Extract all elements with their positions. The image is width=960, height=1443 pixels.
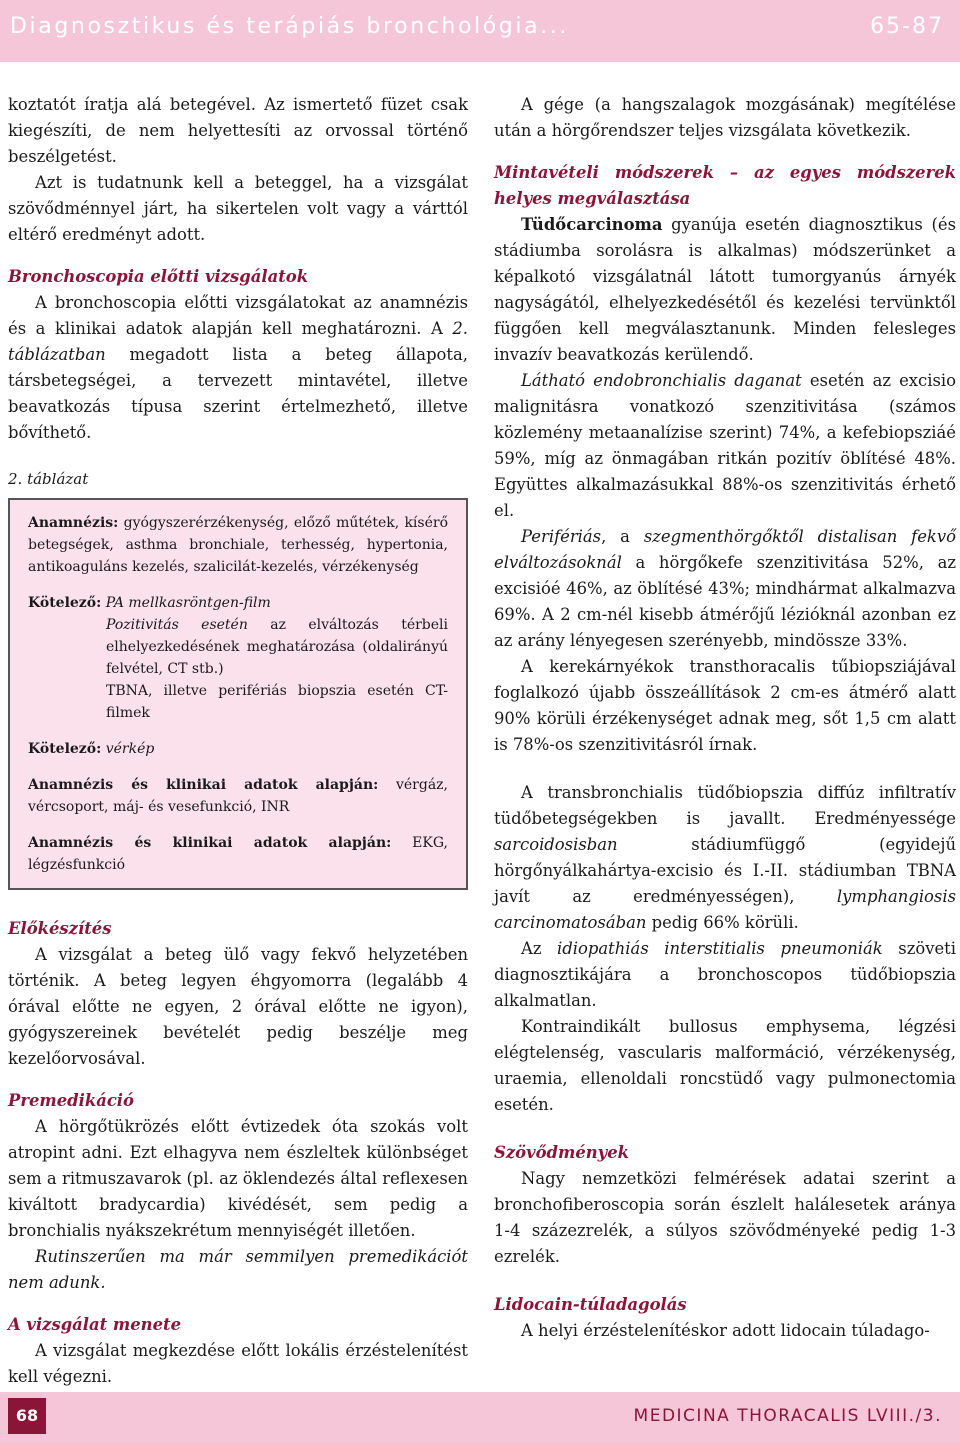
paragraph: Tüdőcarcinoma gyanúja esetén diagnosztikus (és stádiumba sorolásra is alkalmas) módszerünket a képalkotó vizsgálatnál látott tumorgyanús árnyék nagyságától, elhelyezkedésétől és kezelési tervünktől függően kell megválasztanunk. Minden felesleges invazív beavatkozás kerülendő. [494,215,956,364]
paragraph: A vizsgálat a beteg ülő vagy fekvő helyzetében történik. A beteg legyen éhgyomorra (legalább 4 órával előtte ne egyen, 2 órával előtte ne igyon), gyógyszereinek bevételét pedig beszélje meg kezelőorvosával. [8,945,468,1068]
table-row: Anamnézis és klinikai adatok alapján: vérgáz, vércsoport, máj- és vesefunkció, INR [28,777,448,815]
paragraph: koztatót íratja alá betegével. Az ismertető füzet csak kiegészíti, de nem helyettesíti az orvossal történő beszélgetést. [8,95,468,166]
running-title: Diagnosztikus és terápiás bronchológia... [10,14,569,39]
table-row-sub: Pozitivitás esetén az elváltozás térbeli elhelyezkedésének meghatározása (oldalirányú felvétel, CT stb.) [106,617,448,677]
paragraph: Rutinszerűen ma már semmilyen premedikációt nem adunk. [8,1247,468,1292]
table-box [8,498,468,890]
paragraph: A gége (a hangszalagok mozgásának) megítélése után a hörgőrendszer teljes vizsgálata következik. [494,95,956,140]
table-row: Kötelező: vérkép [28,741,155,757]
paragraph: Látható endobronchialis daganat esetén az excisio malignitásra vonatkozó szenzitivitása (számos közlemény metaanalízise szerint) 74%, a kefebiopsziáé 59%, míg az önmagában ritkán pozitív öblítésé 48%. Együttes alkalmazásukkal 88%-os szenzitivitás érhető el. [494,371,956,520]
section-heading: Előkészítés [8,919,112,938]
section-heading: Mintavételi módszerek – az egyes módszerek helyes megválasztása [494,163,956,208]
paragraph: A bronchoscopia előtti vizsgálatokat az anamnézis és a klinikai adatok alapján kell meghatározni. A 2. táblázatban megadott lista a beteg állapota, társbetegségei, a tervezett mintavétel, illetve beavatkozás típusa szerint értelmezhető, illetve bővíthető. [8,293,468,442]
header-band [0,0,960,62]
paragraph: A vizsgálat megkezdése előtt lokális érzéstelenítést kell végezni. [8,1341,468,1386]
paragraph: A kerekárnyékok transthoracalis tűbiopsziájával foglalkozó újabb összeállítások 2 cm-es átmérő alatt 90% körüli érzékenységet adnak meg, sőt 1,5 cm alatt is 78%-os szenzitivitásról írnak. [494,657,956,754]
section-heading: Bronchoscopia előtti vizsgálatok [8,267,309,286]
section-heading: Lidocain-túladagolás [494,1295,687,1314]
journal-name: MEDICINA THORACALIS LVIII./3. [633,1406,942,1426]
page-number: 68 [8,1398,46,1434]
section-heading: A vizsgálat menete [8,1315,182,1334]
paragraph: Perifériás, a szegmenthörgőktől distalisan fekvő elváltozásoknál a hörgőkefe szenzitivitása 52%, az excisióé 46%, az öblítésé 43%; mindhármat alkalmazva 69%. A 2 cm-nél kisebb átmérőjű lézióknál azonban ez az arány lényegesen szerényebb, mindössze 33%. [494,527,956,650]
table-row: Anamnézis és klinikai adatok alapján: EKG, légzésfunkció [28,835,448,873]
paragraph: Azt is tudatnunk kell a beteggel, ha a vizsgálat szövődménnyel járt, ha sikertelen volt vagy a várttól eltérő eredményt adott. [8,173,468,244]
table-row: Kötelező: PA mellkasröntgen-film [28,595,271,611]
paragraph: A helyi érzéstelenítéskor adott lidocain túladago- [521,1321,930,1340]
paragraph: Az idiopathiás interstitialis pneumoniák szöveti diagnosztikájára a bronchoscopos tüdőbiopszia alkalmatlan. [494,939,956,1010]
paragraph: A hörgőtükrözés előtt évtizedek óta szokás volt atropint adni. Ezt elhagyva nem észleltek különbséget sem a ritmuszavarok (pl. az öklendezés által reflexesen kiváltott bradycardia) kivédését, sem pedig a bronchialis nyákszekrétum mennyiségét illetően. [8,1117,468,1240]
table-row: Anamnézis: gyógyszerérzékenység, előző műtétek, kísérő betegségek, asthma bronchiale, terhesség, hypertonia, antikoaguláns kezelés, szalicilát-kezelés, vérzékenység [28,515,448,575]
left-column [8,92,468,1390]
paragraph: Kontraindikált bullosus emphysema, légzési elégtelenség, vascularis malformáció, vérzékenység, uraemia, ellenoldali roncstüdő vagy pulmonectomia esetén. [494,1017,956,1114]
table-row-sub: TBNA, illetve perifériás biopszia esetén CT-filmek [106,683,448,721]
section-heading: Szövődmények [494,1143,629,1162]
page-range: 65-87 [870,14,944,39]
paragraph: Nagy nemzetközi felmérések adatai szerint a bronchofiberoscopia során észlelt halálesetek aránya 1-4 százezrelék, a súlyos szövődményeké pedig 1-3 ezrelék. [494,1169,956,1266]
section-heading: Premedikáció [8,1091,134,1110]
right-column [494,92,956,1344]
paragraph: A transbronchialis tüdőbiopszia diffúz infiltratív tüdőbetegségekben is javallt. Eredményessége sarcoidosisban stádiumfüggő (egyidejű hörgőnyálkahártya-excisio és I.-II. stádiumban TBNA javít az eredményességen), lymphangiosis carcinomatosában pedig 66% körüli. [494,783,956,932]
table-caption: 2. táblázat [8,470,89,488]
